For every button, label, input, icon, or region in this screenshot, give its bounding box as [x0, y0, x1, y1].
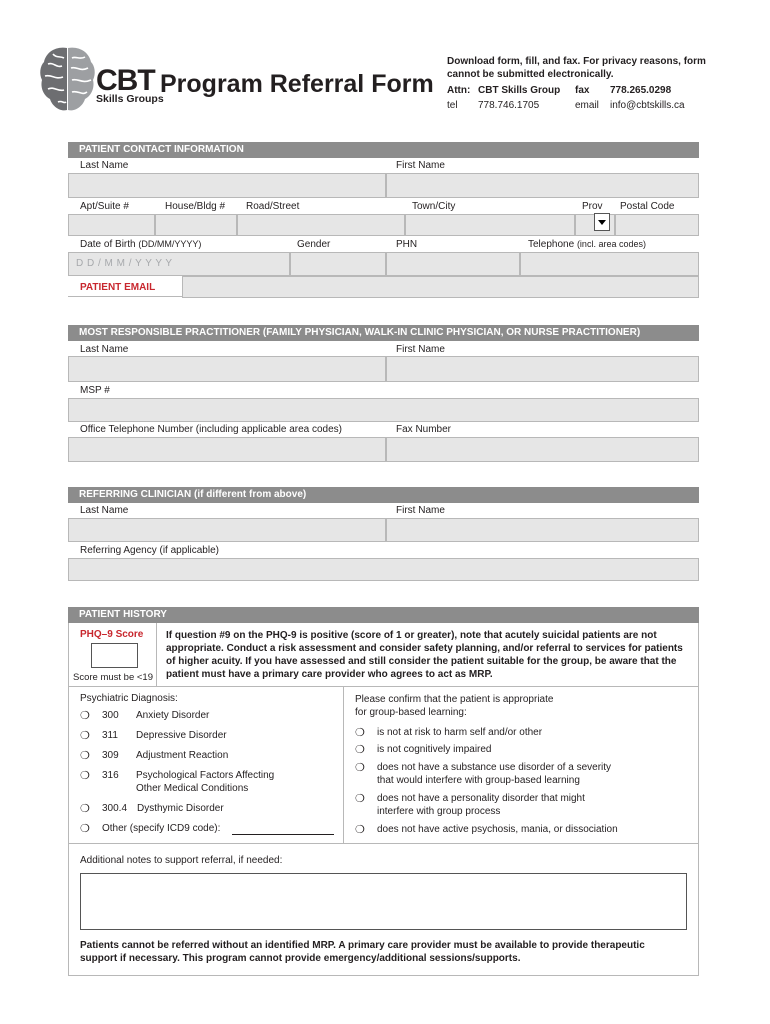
mrp-last-name-field[interactable]: [68, 356, 386, 382]
mrp-first-name-label: First Name: [396, 344, 445, 355]
checkbox-icon[interactable]: ❍: [355, 793, 365, 805]
office-tel-label: Office Telephone Number (including applicable area codes): [80, 424, 343, 435]
confirm-item: is not at risk to harm self and/or other: [377, 727, 543, 738]
confirm-title-2: for group-based learning:: [355, 707, 467, 718]
phq-label: PHQ–9 Score: [80, 629, 144, 640]
gender-field[interactable]: [290, 252, 386, 276]
divider: [698, 623, 699, 975]
diagnosis-code: 309: [102, 750, 119, 761]
phq-note: Score must be <19: [73, 672, 154, 683]
apt-field[interactable]: [68, 214, 155, 236]
mrp-first-name-field[interactable]: [386, 356, 699, 382]
brand-name: CBT: [96, 64, 155, 97]
house-field[interactable]: [155, 214, 237, 236]
divider: [68, 686, 699, 687]
ref-last-name-field[interactable]: [68, 518, 386, 542]
confirm-item: does not have active psychosis, mania, or dissociation: [377, 824, 618, 835]
diagnosis-title: Psychiatric Diagnosis:: [80, 693, 178, 704]
phq-warning-line-2: appropriate. Conduct a risk assessment and consider safety planning, and/or referral to services for patients: [166, 643, 683, 654]
additional-notes-field[interactable]: [80, 873, 687, 930]
attn-label: Attn:: [447, 85, 471, 96]
confirm-item: does not have a personality disorder that might: [377, 793, 585, 804]
tel-value: 778.746.1705: [478, 100, 540, 111]
patient-email-label: PATIENT EMAIL: [80, 282, 156, 293]
diagnosis-code: 311: [102, 730, 118, 741]
form-title: Program Referral Form: [160, 70, 434, 98]
fax-value: 778.265.0298: [610, 85, 672, 96]
checkbox-icon[interactable]: ❍: [355, 824, 365, 836]
diagnosis-label: Adjustment Reaction: [136, 750, 229, 761]
divider: [343, 686, 344, 843]
phn-label: PHN: [396, 239, 418, 250]
patient-email-field[interactable]: [182, 276, 699, 298]
checkbox-icon[interactable]: ❍: [80, 770, 90, 782]
diagnosis-label: Psychological Factors Affecting: [136, 770, 275, 781]
diagnosis-label: Dysthymic Disorder: [137, 803, 224, 814]
msp-field[interactable]: [68, 398, 699, 422]
checkbox-icon[interactable]: ❍: [355, 744, 365, 756]
phq-warning-line-1: If question #9 on the PHQ-9 is positive (score of 1 or greater), note that acutely suicidal patients are not: [166, 630, 657, 641]
town-field[interactable]: [405, 214, 575, 236]
diagnosis-code: 316: [102, 770, 119, 781]
email-label: email: [575, 100, 599, 111]
diagnosis-label-2: Other Medical Conditions: [136, 783, 249, 794]
phq-score-field[interactable]: [91, 643, 138, 668]
ref-first-name-field[interactable]: [386, 518, 699, 542]
brain-logo-icon: [38, 44, 96, 116]
house-label: House/Bldg #: [165, 201, 226, 212]
diagnosis-code: 300: [102, 710, 119, 721]
confirm-title: Please confirm that the patient is appropriate: [355, 694, 554, 705]
diagnosis-label: Anxiety Disorder: [136, 710, 210, 721]
fax-label: fax: [575, 85, 590, 96]
road-label: Road/Street: [246, 201, 300, 212]
gender-label: Gender: [297, 239, 331, 250]
tel-label: tel: [447, 100, 458, 111]
telephone-label: Telephone (incl. area codes): [528, 239, 646, 250]
agency-field[interactable]: [68, 558, 699, 581]
road-field[interactable]: [237, 214, 405, 236]
phq-warning-line-3: of higher acuity. If you have assessed and still consider the patient suitable for the group, be aware that the: [166, 656, 677, 667]
confirm-item: does not have a substance use disorder of a severity: [377, 762, 612, 773]
confirm-item-2: that would interfere with group-based learning: [377, 775, 580, 786]
download-instructions: Download form, fill, and fax. For privacy reasons, form cannot be submitted electronically.: [447, 56, 706, 80]
section-bar-referring: REFERRING CLINICIAN (if different from above): [68, 487, 699, 503]
dob-label: Date of Birth (DD/MM/YYYY): [80, 239, 202, 250]
mrp-requirement-note-1: Patients cannot be referred without an identified MRP. A primary care provider must be available to provide therapeutic: [80, 940, 645, 951]
postal-field[interactable]: [615, 214, 699, 236]
prov-label: Prov: [582, 201, 603, 212]
dob-placeholder: D D / M M / Y Y Y Y: [76, 258, 173, 269]
mrp-fax-label: Fax Number: [396, 424, 452, 435]
divider: [68, 296, 182, 297]
mrp-fax-field[interactable]: [386, 437, 699, 462]
email-value: info@cbtskills.ca: [610, 100, 685, 111]
patient-last-name-field[interactable]: [68, 173, 386, 198]
other-code-field[interactable]: [232, 834, 334, 835]
confirm-item-2: interfere with group process: [377, 806, 501, 817]
postal-label: Postal Code: [620, 201, 675, 212]
diagnosis-label: Depressive Disorder: [136, 730, 227, 741]
brand-subtitle: Skills Groups: [96, 93, 164, 105]
checkbox-icon[interactable]: ❍: [80, 803, 90, 815]
diagnosis-code: 300.4: [102, 803, 128, 814]
mrp-requirement-note-2: support if necessary. This program cannot provide emergency/additional sessions/supports.: [80, 953, 521, 964]
notes-label: Additional notes to support referral, if needed:: [80, 855, 283, 866]
patient-last-name-label: Last Name: [80, 160, 129, 171]
divider: [68, 843, 699, 844]
apt-label: Apt/Suite #: [80, 201, 129, 212]
section-bar-history: PATIENT HISTORY: [68, 607, 699, 623]
msp-label: MSP #: [80, 385, 110, 396]
patient-first-name-label: First Name: [396, 160, 445, 171]
chevron-down-icon: [598, 220, 606, 225]
checkbox-icon[interactable]: ❍: [355, 727, 365, 739]
prov-dropdown[interactable]: [594, 213, 610, 231]
phq-warning-line-4: patient must have a primary care provider who agrees to act as MRP.: [166, 669, 493, 680]
diagnosis-label: Other (specify ICD9 code):: [102, 823, 221, 834]
phn-field[interactable]: [386, 252, 520, 276]
divider: [156, 623, 157, 687]
checkbox-icon[interactable]: ❍: [355, 762, 365, 774]
checkbox-icon[interactable]: ❍: [80, 710, 90, 722]
checkbox-icon[interactable]: ❍: [80, 730, 90, 742]
mrp-last-name-label: Last Name: [80, 344, 129, 355]
checkbox-icon[interactable]: ❍: [80, 823, 90, 835]
section-bar-patient-contact: PATIENT CONTACT INFORMATION: [68, 142, 699, 158]
section-bar-mrp: MOST RESPONSIBLE PRACTITIONER (FAMILY PHYSICIAN, WALK-IN CLINIC PHYSICIAN, OR NURSE PRACTITIONER): [68, 325, 699, 341]
attn-value: CBT Skills Group: [478, 85, 561, 96]
patient-first-name-field[interactable]: [386, 173, 699, 198]
divider: [68, 623, 69, 975]
ref-last-name-label: Last Name: [80, 505, 129, 516]
town-label: Town/City: [412, 201, 456, 212]
checkbox-icon[interactable]: ❍: [80, 750, 90, 762]
office-tel-field[interactable]: [68, 437, 386, 462]
ref-first-name-label: First Name: [396, 505, 445, 516]
confirm-item: is not cognitively impaired: [377, 744, 492, 755]
divider: [68, 975, 699, 976]
agency-label: Referring Agency (if applicable): [80, 545, 219, 556]
telephone-field[interactable]: [520, 252, 699, 276]
